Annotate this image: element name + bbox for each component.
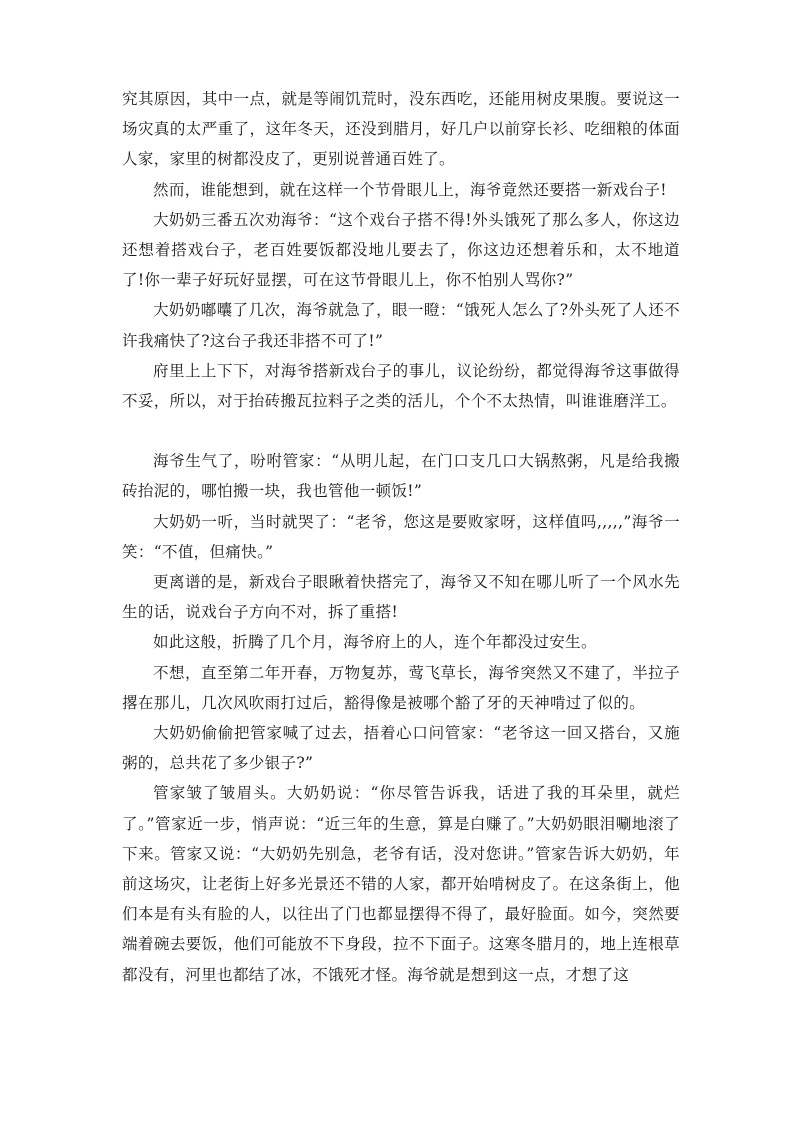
paragraph-4: 大奶奶嘟囔了几次，海爷就急了，眼一瞪：“饿死人怎么了?外头死了人还不许我痛快了?这台子我还非搭不可了!” <box>122 301 680 350</box>
paragraph-3: 大奶奶三番五次劝海爷：“这个戏台子搭不得!外头饿死了那么多人，你这边还想着搭戏台子，老百姓要饭都没地儿要去了，你这边还想着乐和，太不地道了!你一辈子好玩好显摆，可在这节骨眼儿上，你不怕别人骂你?” <box>122 210 680 290</box>
paragraph-2: 然而，谁能想到，就在这样一个节骨眼儿上，海爷竟然还要搭一新戏台子! <box>153 180 667 199</box>
paragraph-7: 大奶奶一听，当时就哭了：“老爷，您这是要败家呀，这样值吗,,,,,”海爷一笑：“不值，但痛快。” <box>122 512 680 561</box>
paragraph-6: 海爷生气了，吩咐管家：“从明儿起，在门口支几口大锅熬粥，凡是给我搬砖抬泥的，哪怕搬一块，我也管他一顿饭!” <box>122 452 680 501</box>
paragraph-9: 如此这般，折腾了几个月，海爷府上的人，连个年都没过安生。 <box>153 633 597 652</box>
paragraph-10: 不想，直至第二年开春，万物复苏，莺飞草长，海爷突然又不建了，半拉子撂在那儿，几次风吹雨打过后，豁得像是被哪个豁了牙的天神啃过了似的。 <box>122 663 680 712</box>
paragraph-5: 府里上上下下，对海爷搭新戏台子的事儿，议论纷纷，都觉得海爷这事做得不妥，所以，对于抬砖搬瓦拉料子之类的活儿，个个不太热情，叫谁谁磨洋工。 <box>122 361 680 411</box>
paragraph-8: 更离谱的是，新戏台子眼瞅着快搭完了，海爷又不知在哪儿听了一个风水先生的话，说戏台子方向不对，拆了重搭! <box>122 573 680 622</box>
paragraph-1: 究其原因，其中一点，就是等闹饥荒时，没东西吃，还能用树皮果腹。要说这一场灾真的太严重了，这年冬天，还没到腊月，好几户以前穿长衫、吃细粮的体面人家，家里的树都没皮了，更别说普通百姓了。 <box>122 90 680 169</box>
paragraph-12: 管家皱了皱眉头。大奶奶说：“你尽管告诉我，话进了我的耳朵里，就烂了。”管家近一步，悄声说：“近三年的生意，算是白赚了。”大奶奶眼泪唰地滚了下来。管家又说：“大奶奶先别急，老爷有话，没对您讲。”管家告诉大奶奶，年前这场灾，让老街上好多光景还不错的人家，都开始啃树皮了。在这条街上，他们本是有头有脸的人，以往出了门也都显摆得不得了，最好脸面。如今，突然要端着碗去要饭，他们可能放不下身段，拉不下面子。这寒冬腊月的，地上连根草都没有，河里也都结了冰，不饿死才怪。海爷就是想到这一点，才想了这 <box>122 784 680 984</box>
paragraph-gap <box>122 416 680 446</box>
document-page <box>122 84 680 990</box>
paragraph-11: 大奶奶偷偷把管家喊了过去，捂着心口问管家：“老爷这一回又搭台，又施粥的，总共花了多少银子?” <box>122 724 680 773</box>
